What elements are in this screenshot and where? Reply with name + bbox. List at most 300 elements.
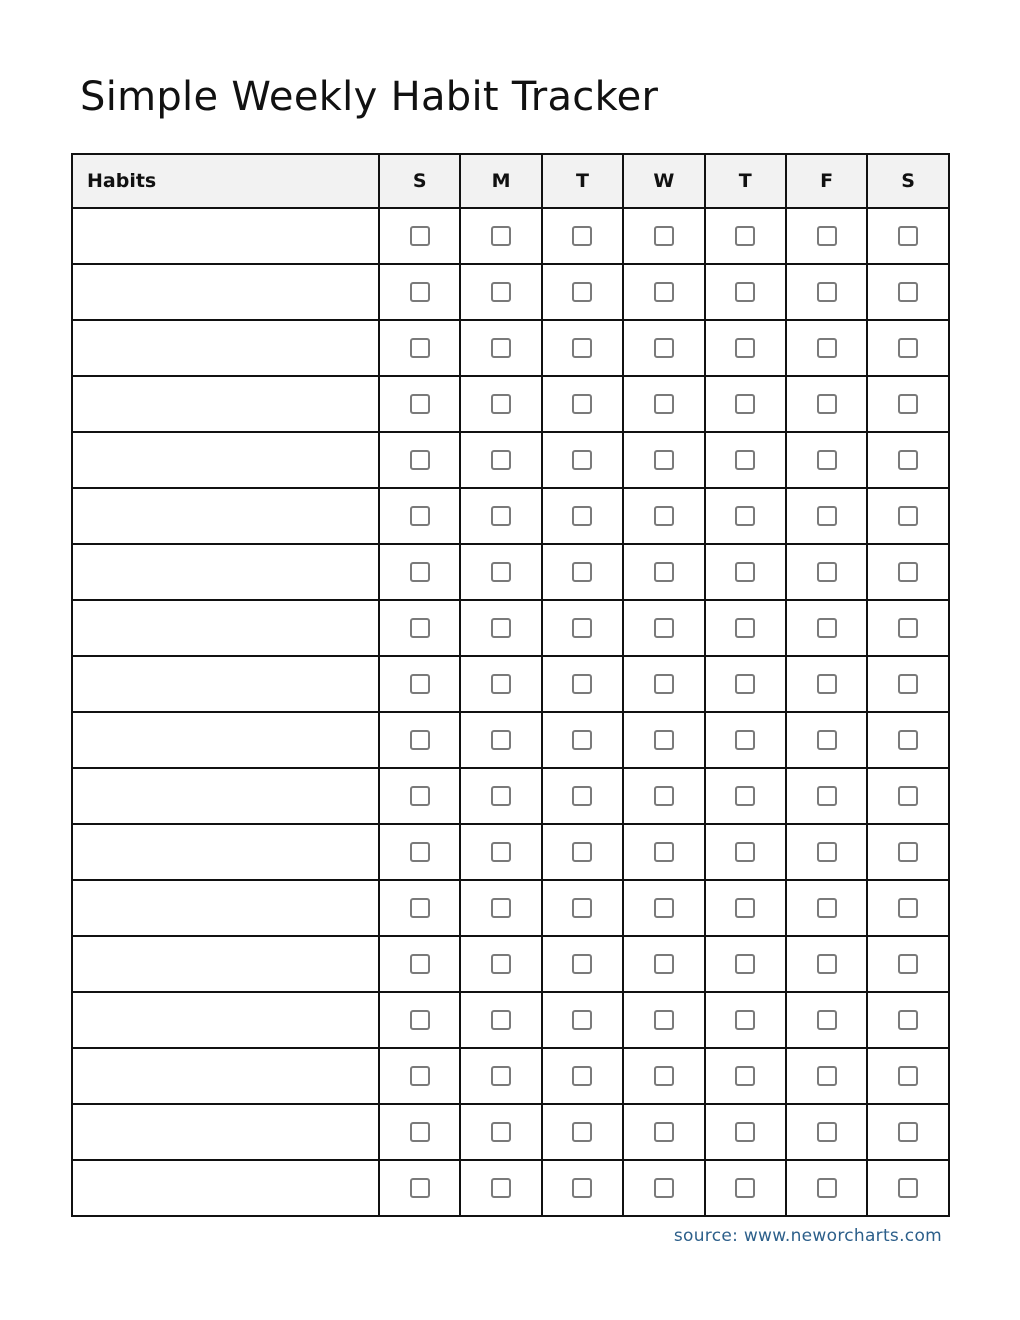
empty-checkbox-icon[interactable] bbox=[898, 226, 918, 246]
empty-checkbox-icon[interactable] bbox=[735, 1066, 755, 1086]
habit-name-cell[interactable] bbox=[72, 544, 379, 600]
day-cell-friday bbox=[786, 488, 867, 544]
empty-checkbox-icon[interactable] bbox=[410, 730, 430, 750]
day-cell-saturday bbox=[867, 208, 948, 264]
empty-checkbox-icon[interactable] bbox=[491, 282, 511, 302]
empty-checkbox-icon[interactable] bbox=[817, 1122, 837, 1142]
day-cell-thursday bbox=[705, 264, 786, 320]
day-cell-monday bbox=[460, 656, 541, 712]
empty-checkbox-icon[interactable] bbox=[817, 1010, 837, 1030]
day-cell-monday bbox=[460, 264, 541, 320]
empty-checkbox-icon[interactable] bbox=[654, 730, 674, 750]
day-cell-saturday bbox=[867, 992, 948, 1048]
empty-checkbox-icon[interactable] bbox=[898, 898, 918, 918]
empty-checkbox-icon[interactable] bbox=[572, 338, 592, 358]
empty-checkbox-icon[interactable] bbox=[572, 1066, 592, 1086]
empty-checkbox-icon[interactable] bbox=[654, 618, 674, 638]
empty-checkbox-icon[interactable] bbox=[410, 226, 430, 246]
table-row bbox=[72, 376, 949, 432]
empty-checkbox-icon[interactable] bbox=[491, 1122, 511, 1142]
day-cell-sunday bbox=[379, 600, 460, 656]
habit-name-cell[interactable] bbox=[72, 936, 379, 992]
day-cell-tuesday bbox=[542, 320, 623, 376]
empty-checkbox-icon[interactable] bbox=[654, 1066, 674, 1086]
empty-checkbox-icon[interactable] bbox=[898, 282, 918, 302]
day-cell-sunday bbox=[379, 544, 460, 600]
day-cell-saturday bbox=[867, 656, 948, 712]
day-cell-thursday bbox=[705, 1104, 786, 1160]
table-header-row bbox=[72, 154, 949, 208]
day-cell-monday bbox=[460, 1160, 541, 1216]
empty-checkbox-icon[interactable] bbox=[817, 618, 837, 638]
day-cell-wednesday bbox=[623, 712, 704, 768]
day-header-wednesday: W bbox=[623, 154, 704, 208]
habits-column-header: Habits bbox=[72, 154, 379, 208]
day-cell-monday bbox=[460, 544, 541, 600]
empty-checkbox-icon[interactable] bbox=[654, 450, 674, 470]
habit-name-cell[interactable] bbox=[72, 656, 379, 712]
habit-name-cell[interactable] bbox=[72, 320, 379, 376]
empty-checkbox-icon[interactable] bbox=[410, 1066, 430, 1086]
day-cell-tuesday bbox=[542, 824, 623, 880]
empty-checkbox-icon[interactable] bbox=[572, 730, 592, 750]
table-row bbox=[72, 544, 949, 600]
empty-checkbox-icon[interactable] bbox=[491, 898, 511, 918]
day-cell-monday bbox=[460, 712, 541, 768]
empty-checkbox-icon[interactable] bbox=[572, 954, 592, 974]
empty-checkbox-icon[interactable] bbox=[654, 842, 674, 862]
day-cell-friday bbox=[786, 880, 867, 936]
day-cell-saturday bbox=[867, 936, 948, 992]
day-cell-wednesday bbox=[623, 320, 704, 376]
day-cell-monday bbox=[460, 1048, 541, 1104]
table-row bbox=[72, 1160, 949, 1216]
empty-checkbox-icon[interactable] bbox=[654, 674, 674, 694]
day-cell-wednesday bbox=[623, 208, 704, 264]
habit-name-cell[interactable] bbox=[72, 992, 379, 1048]
day-cell-monday bbox=[460, 376, 541, 432]
empty-checkbox-icon[interactable] bbox=[817, 786, 837, 806]
empty-checkbox-icon[interactable] bbox=[654, 226, 674, 246]
empty-checkbox-icon[interactable] bbox=[572, 1010, 592, 1030]
day-cell-sunday bbox=[379, 1048, 460, 1104]
empty-checkbox-icon[interactable] bbox=[817, 282, 837, 302]
day-cell-wednesday bbox=[623, 936, 704, 992]
empty-checkbox-icon[interactable] bbox=[572, 898, 592, 918]
empty-checkbox-icon[interactable] bbox=[817, 1066, 837, 1086]
empty-checkbox-icon[interactable] bbox=[491, 338, 511, 358]
habit-name-cell[interactable] bbox=[72, 1048, 379, 1104]
empty-checkbox-icon[interactable] bbox=[898, 1122, 918, 1142]
empty-checkbox-icon[interactable] bbox=[735, 730, 755, 750]
empty-checkbox-icon[interactable] bbox=[491, 1010, 511, 1030]
habit-name-cell[interactable] bbox=[72, 488, 379, 544]
empty-checkbox-icon[interactable] bbox=[735, 562, 755, 582]
table-row bbox=[72, 600, 949, 656]
day-cell-friday bbox=[786, 320, 867, 376]
day-cell-thursday bbox=[705, 880, 786, 936]
day-cell-monday bbox=[460, 992, 541, 1048]
day-cell-friday bbox=[786, 544, 867, 600]
empty-checkbox-icon[interactable] bbox=[654, 282, 674, 302]
table-row bbox=[72, 1048, 949, 1104]
empty-checkbox-icon[interactable] bbox=[898, 450, 918, 470]
empty-checkbox-icon[interactable] bbox=[735, 954, 755, 974]
empty-checkbox-icon[interactable] bbox=[572, 562, 592, 582]
day-cell-thursday bbox=[705, 1160, 786, 1216]
day-cell-monday bbox=[460, 600, 541, 656]
empty-checkbox-icon[interactable] bbox=[410, 506, 430, 526]
day-cell-wednesday bbox=[623, 768, 704, 824]
empty-checkbox-icon[interactable] bbox=[410, 562, 430, 582]
day-cell-friday bbox=[786, 432, 867, 488]
day-cell-saturday bbox=[867, 264, 948, 320]
habit-tracker-table bbox=[71, 153, 950, 1217]
day-cell-sunday bbox=[379, 208, 460, 264]
habit-name-cell[interactable] bbox=[72, 208, 379, 264]
empty-checkbox-icon[interactable] bbox=[817, 450, 837, 470]
day-cell-tuesday bbox=[542, 880, 623, 936]
day-cell-thursday bbox=[705, 488, 786, 544]
empty-checkbox-icon[interactable] bbox=[817, 226, 837, 246]
habit-name-cell[interactable] bbox=[72, 432, 379, 488]
empty-checkbox-icon[interactable] bbox=[898, 786, 918, 806]
day-header-sunday: S bbox=[379, 154, 460, 208]
empty-checkbox-icon[interactable] bbox=[491, 674, 511, 694]
table-row bbox=[72, 936, 949, 992]
day-cell-saturday bbox=[867, 600, 948, 656]
table-row bbox=[72, 712, 949, 768]
day-cell-monday bbox=[460, 936, 541, 992]
day-cell-wednesday bbox=[623, 1160, 704, 1216]
day-cell-wednesday bbox=[623, 600, 704, 656]
empty-checkbox-icon[interactable] bbox=[817, 898, 837, 918]
empty-checkbox-icon[interactable] bbox=[410, 1122, 430, 1142]
day-cell-friday bbox=[786, 936, 867, 992]
day-cell-tuesday bbox=[542, 600, 623, 656]
empty-checkbox-icon[interactable] bbox=[898, 730, 918, 750]
day-cell-tuesday bbox=[542, 656, 623, 712]
habit-name-cell[interactable] bbox=[72, 376, 379, 432]
empty-checkbox-icon[interactable] bbox=[410, 282, 430, 302]
table-row bbox=[72, 320, 949, 376]
empty-checkbox-icon[interactable] bbox=[898, 954, 918, 974]
empty-checkbox-icon[interactable] bbox=[898, 506, 918, 526]
empty-checkbox-icon[interactable] bbox=[898, 842, 918, 862]
table-row bbox=[72, 1104, 949, 1160]
empty-checkbox-icon[interactable] bbox=[654, 506, 674, 526]
table-row bbox=[72, 432, 949, 488]
table-row bbox=[72, 992, 949, 1048]
empty-checkbox-icon[interactable] bbox=[491, 562, 511, 582]
empty-checkbox-icon[interactable] bbox=[898, 1066, 918, 1086]
day-cell-saturday bbox=[867, 488, 948, 544]
habit-name-cell[interactable] bbox=[72, 264, 379, 320]
day-cell-friday bbox=[786, 376, 867, 432]
day-header-thursday: T bbox=[705, 154, 786, 208]
empty-checkbox-icon[interactable] bbox=[735, 450, 755, 470]
day-cell-thursday bbox=[705, 768, 786, 824]
empty-checkbox-icon[interactable] bbox=[491, 730, 511, 750]
empty-checkbox-icon[interactable] bbox=[491, 842, 511, 862]
empty-checkbox-icon[interactable] bbox=[898, 338, 918, 358]
day-cell-tuesday bbox=[542, 1160, 623, 1216]
empty-checkbox-icon[interactable] bbox=[572, 1178, 592, 1198]
empty-checkbox-icon[interactable] bbox=[410, 450, 430, 470]
day-cell-friday bbox=[786, 1160, 867, 1216]
day-cell-sunday bbox=[379, 992, 460, 1048]
empty-checkbox-icon[interactable] bbox=[572, 506, 592, 526]
habit-name-cell[interactable] bbox=[72, 768, 379, 824]
day-cell-wednesday bbox=[623, 824, 704, 880]
day-cell-friday bbox=[786, 1048, 867, 1104]
day-cell-monday bbox=[460, 488, 541, 544]
day-cell-saturday bbox=[867, 1048, 948, 1104]
day-cell-friday bbox=[786, 824, 867, 880]
day-cell-tuesday bbox=[542, 768, 623, 824]
empty-checkbox-icon[interactable] bbox=[735, 786, 755, 806]
empty-checkbox-icon[interactable] bbox=[410, 674, 430, 694]
habit-name-cell[interactable] bbox=[72, 880, 379, 936]
empty-checkbox-icon[interactable] bbox=[654, 1122, 674, 1142]
day-cell-friday bbox=[786, 656, 867, 712]
day-cell-tuesday bbox=[542, 712, 623, 768]
day-cell-thursday bbox=[705, 712, 786, 768]
table-row bbox=[72, 656, 949, 712]
empty-checkbox-icon[interactable] bbox=[572, 842, 592, 862]
empty-checkbox-icon[interactable] bbox=[572, 450, 592, 470]
day-cell-tuesday bbox=[542, 432, 623, 488]
day-cell-sunday bbox=[379, 488, 460, 544]
empty-checkbox-icon[interactable] bbox=[572, 394, 592, 414]
day-cell-sunday bbox=[379, 656, 460, 712]
empty-checkbox-icon[interactable] bbox=[410, 898, 430, 918]
day-header-saturday: S bbox=[867, 154, 948, 208]
empty-checkbox-icon[interactable] bbox=[491, 954, 511, 974]
habit-name-cell[interactable] bbox=[72, 824, 379, 880]
empty-checkbox-icon[interactable] bbox=[572, 282, 592, 302]
empty-checkbox-icon[interactable] bbox=[817, 338, 837, 358]
empty-checkbox-icon[interactable] bbox=[410, 1010, 430, 1030]
empty-checkbox-icon[interactable] bbox=[572, 226, 592, 246]
empty-checkbox-icon[interactable] bbox=[654, 1010, 674, 1030]
table-row bbox=[72, 768, 949, 824]
day-cell-saturday bbox=[867, 880, 948, 936]
empty-checkbox-icon[interactable] bbox=[898, 1178, 918, 1198]
day-cell-tuesday bbox=[542, 208, 623, 264]
day-cell-sunday bbox=[379, 880, 460, 936]
day-cell-friday bbox=[786, 208, 867, 264]
empty-checkbox-icon[interactable] bbox=[735, 674, 755, 694]
empty-checkbox-icon[interactable] bbox=[654, 338, 674, 358]
day-cell-saturday bbox=[867, 320, 948, 376]
empty-checkbox-icon[interactable] bbox=[410, 842, 430, 862]
day-cell-tuesday bbox=[542, 544, 623, 600]
habit-name-cell[interactable] bbox=[72, 1104, 379, 1160]
empty-checkbox-icon[interactable] bbox=[491, 1178, 511, 1198]
empty-checkbox-icon[interactable] bbox=[817, 1178, 837, 1198]
day-cell-thursday bbox=[705, 376, 786, 432]
day-cell-sunday bbox=[379, 320, 460, 376]
day-cell-monday bbox=[460, 824, 541, 880]
empty-checkbox-icon[interactable] bbox=[410, 1178, 430, 1198]
day-cell-monday bbox=[460, 880, 541, 936]
day-cell-wednesday bbox=[623, 376, 704, 432]
day-cell-sunday bbox=[379, 1104, 460, 1160]
empty-checkbox-icon[interactable] bbox=[572, 674, 592, 694]
day-cell-monday bbox=[460, 320, 541, 376]
empty-checkbox-icon[interactable] bbox=[898, 674, 918, 694]
day-header-friday: F bbox=[786, 154, 867, 208]
empty-checkbox-icon[interactable] bbox=[572, 618, 592, 638]
empty-checkbox-icon[interactable] bbox=[654, 954, 674, 974]
day-cell-friday bbox=[786, 768, 867, 824]
empty-checkbox-icon[interactable] bbox=[654, 898, 674, 918]
empty-checkbox-icon[interactable] bbox=[817, 730, 837, 750]
day-cell-thursday bbox=[705, 432, 786, 488]
day-cell-saturday bbox=[867, 1160, 948, 1216]
empty-checkbox-icon[interactable] bbox=[817, 562, 837, 582]
day-cell-thursday bbox=[705, 208, 786, 264]
empty-checkbox-icon[interactable] bbox=[898, 394, 918, 414]
day-cell-thursday bbox=[705, 656, 786, 712]
empty-checkbox-icon[interactable] bbox=[817, 954, 837, 974]
empty-checkbox-icon[interactable] bbox=[572, 786, 592, 806]
empty-checkbox-icon[interactable] bbox=[654, 786, 674, 806]
day-cell-monday bbox=[460, 432, 541, 488]
day-cell-sunday bbox=[379, 1160, 460, 1216]
empty-checkbox-icon[interactable] bbox=[410, 786, 430, 806]
empty-checkbox-icon[interactable] bbox=[735, 1178, 755, 1198]
empty-checkbox-icon[interactable] bbox=[735, 898, 755, 918]
empty-checkbox-icon[interactable] bbox=[735, 282, 755, 302]
empty-checkbox-icon[interactable] bbox=[654, 394, 674, 414]
day-cell-wednesday bbox=[623, 880, 704, 936]
day-cell-wednesday bbox=[623, 656, 704, 712]
day-cell-tuesday bbox=[542, 376, 623, 432]
empty-checkbox-icon[interactable] bbox=[491, 786, 511, 806]
empty-checkbox-icon[interactable] bbox=[654, 1178, 674, 1198]
table-row bbox=[72, 824, 949, 880]
day-cell-saturday bbox=[867, 1104, 948, 1160]
day-cell-thursday bbox=[705, 544, 786, 600]
day-cell-friday bbox=[786, 600, 867, 656]
day-cell-monday bbox=[460, 1104, 541, 1160]
day-cell-wednesday bbox=[623, 1104, 704, 1160]
empty-checkbox-icon[interactable] bbox=[817, 506, 837, 526]
empty-checkbox-icon[interactable] bbox=[735, 618, 755, 638]
day-cell-sunday bbox=[379, 936, 460, 992]
day-cell-saturday bbox=[867, 824, 948, 880]
day-cell-friday bbox=[786, 992, 867, 1048]
empty-checkbox-icon[interactable] bbox=[654, 562, 674, 582]
day-cell-saturday bbox=[867, 544, 948, 600]
habit-name-cell[interactable] bbox=[72, 1160, 379, 1216]
empty-checkbox-icon[interactable] bbox=[491, 394, 511, 414]
empty-checkbox-icon[interactable] bbox=[491, 506, 511, 526]
table-row bbox=[72, 264, 949, 320]
day-cell-monday bbox=[460, 208, 541, 264]
empty-checkbox-icon[interactable] bbox=[817, 674, 837, 694]
empty-checkbox-icon[interactable] bbox=[410, 618, 430, 638]
day-header-monday: M bbox=[460, 154, 541, 208]
day-cell-thursday bbox=[705, 992, 786, 1048]
empty-checkbox-icon[interactable] bbox=[735, 226, 755, 246]
day-cell-thursday bbox=[705, 1048, 786, 1104]
empty-checkbox-icon[interactable] bbox=[491, 618, 511, 638]
day-cell-tuesday bbox=[542, 1104, 623, 1160]
empty-checkbox-icon[interactable] bbox=[410, 394, 430, 414]
source-credit: source: www.neworcharts.com bbox=[673, 1226, 942, 1246]
day-cell-thursday bbox=[705, 936, 786, 992]
empty-checkbox-icon[interactable] bbox=[735, 842, 755, 862]
empty-checkbox-icon[interactable] bbox=[735, 1010, 755, 1030]
day-cell-tuesday bbox=[542, 264, 623, 320]
table-row bbox=[72, 880, 949, 936]
day-cell-sunday bbox=[379, 376, 460, 432]
empty-checkbox-icon[interactable] bbox=[898, 618, 918, 638]
day-cell-sunday bbox=[379, 768, 460, 824]
day-cell-sunday bbox=[379, 824, 460, 880]
empty-checkbox-icon[interactable] bbox=[735, 394, 755, 414]
empty-checkbox-icon[interactable] bbox=[817, 842, 837, 862]
day-cell-sunday bbox=[379, 264, 460, 320]
page-title: Simple Weekly Habit Tracker bbox=[80, 74, 659, 120]
empty-checkbox-icon[interactable] bbox=[491, 226, 511, 246]
day-cell-saturday bbox=[867, 376, 948, 432]
empty-checkbox-icon[interactable] bbox=[410, 338, 430, 358]
habit-name-cell[interactable] bbox=[72, 600, 379, 656]
day-cell-monday bbox=[460, 768, 541, 824]
table-row bbox=[72, 208, 949, 264]
empty-checkbox-icon[interactable] bbox=[572, 1122, 592, 1142]
empty-checkbox-icon[interactable] bbox=[491, 1066, 511, 1086]
day-cell-tuesday bbox=[542, 936, 623, 992]
day-cell-thursday bbox=[705, 320, 786, 376]
day-cell-wednesday bbox=[623, 488, 704, 544]
table-row bbox=[72, 488, 949, 544]
empty-checkbox-icon[interactable] bbox=[817, 394, 837, 414]
day-cell-saturday bbox=[867, 768, 948, 824]
day-cell-tuesday bbox=[542, 1048, 623, 1104]
day-cell-sunday bbox=[379, 712, 460, 768]
empty-checkbox-icon[interactable] bbox=[898, 1010, 918, 1030]
day-cell-wednesday bbox=[623, 264, 704, 320]
day-cell-wednesday bbox=[623, 544, 704, 600]
empty-checkbox-icon[interactable] bbox=[898, 562, 918, 582]
day-cell-tuesday bbox=[542, 992, 623, 1048]
day-cell-friday bbox=[786, 1104, 867, 1160]
habit-name-cell[interactable] bbox=[72, 712, 379, 768]
day-cell-friday bbox=[786, 712, 867, 768]
empty-checkbox-icon[interactable] bbox=[410, 954, 430, 974]
day-cell-friday bbox=[786, 264, 867, 320]
empty-checkbox-icon[interactable] bbox=[491, 450, 511, 470]
day-cell-wednesday bbox=[623, 1048, 704, 1104]
day-cell-saturday bbox=[867, 432, 948, 488]
day-cell-wednesday bbox=[623, 992, 704, 1048]
empty-checkbox-icon[interactable] bbox=[735, 338, 755, 358]
day-cell-thursday bbox=[705, 600, 786, 656]
habit-rows bbox=[72, 208, 949, 1216]
empty-checkbox-icon[interactable] bbox=[735, 1122, 755, 1142]
day-cell-wednesday bbox=[623, 432, 704, 488]
day-cell-tuesday bbox=[542, 488, 623, 544]
day-header-tuesday: T bbox=[542, 154, 623, 208]
day-cell-sunday bbox=[379, 432, 460, 488]
empty-checkbox-icon[interactable] bbox=[735, 506, 755, 526]
day-cell-saturday bbox=[867, 712, 948, 768]
